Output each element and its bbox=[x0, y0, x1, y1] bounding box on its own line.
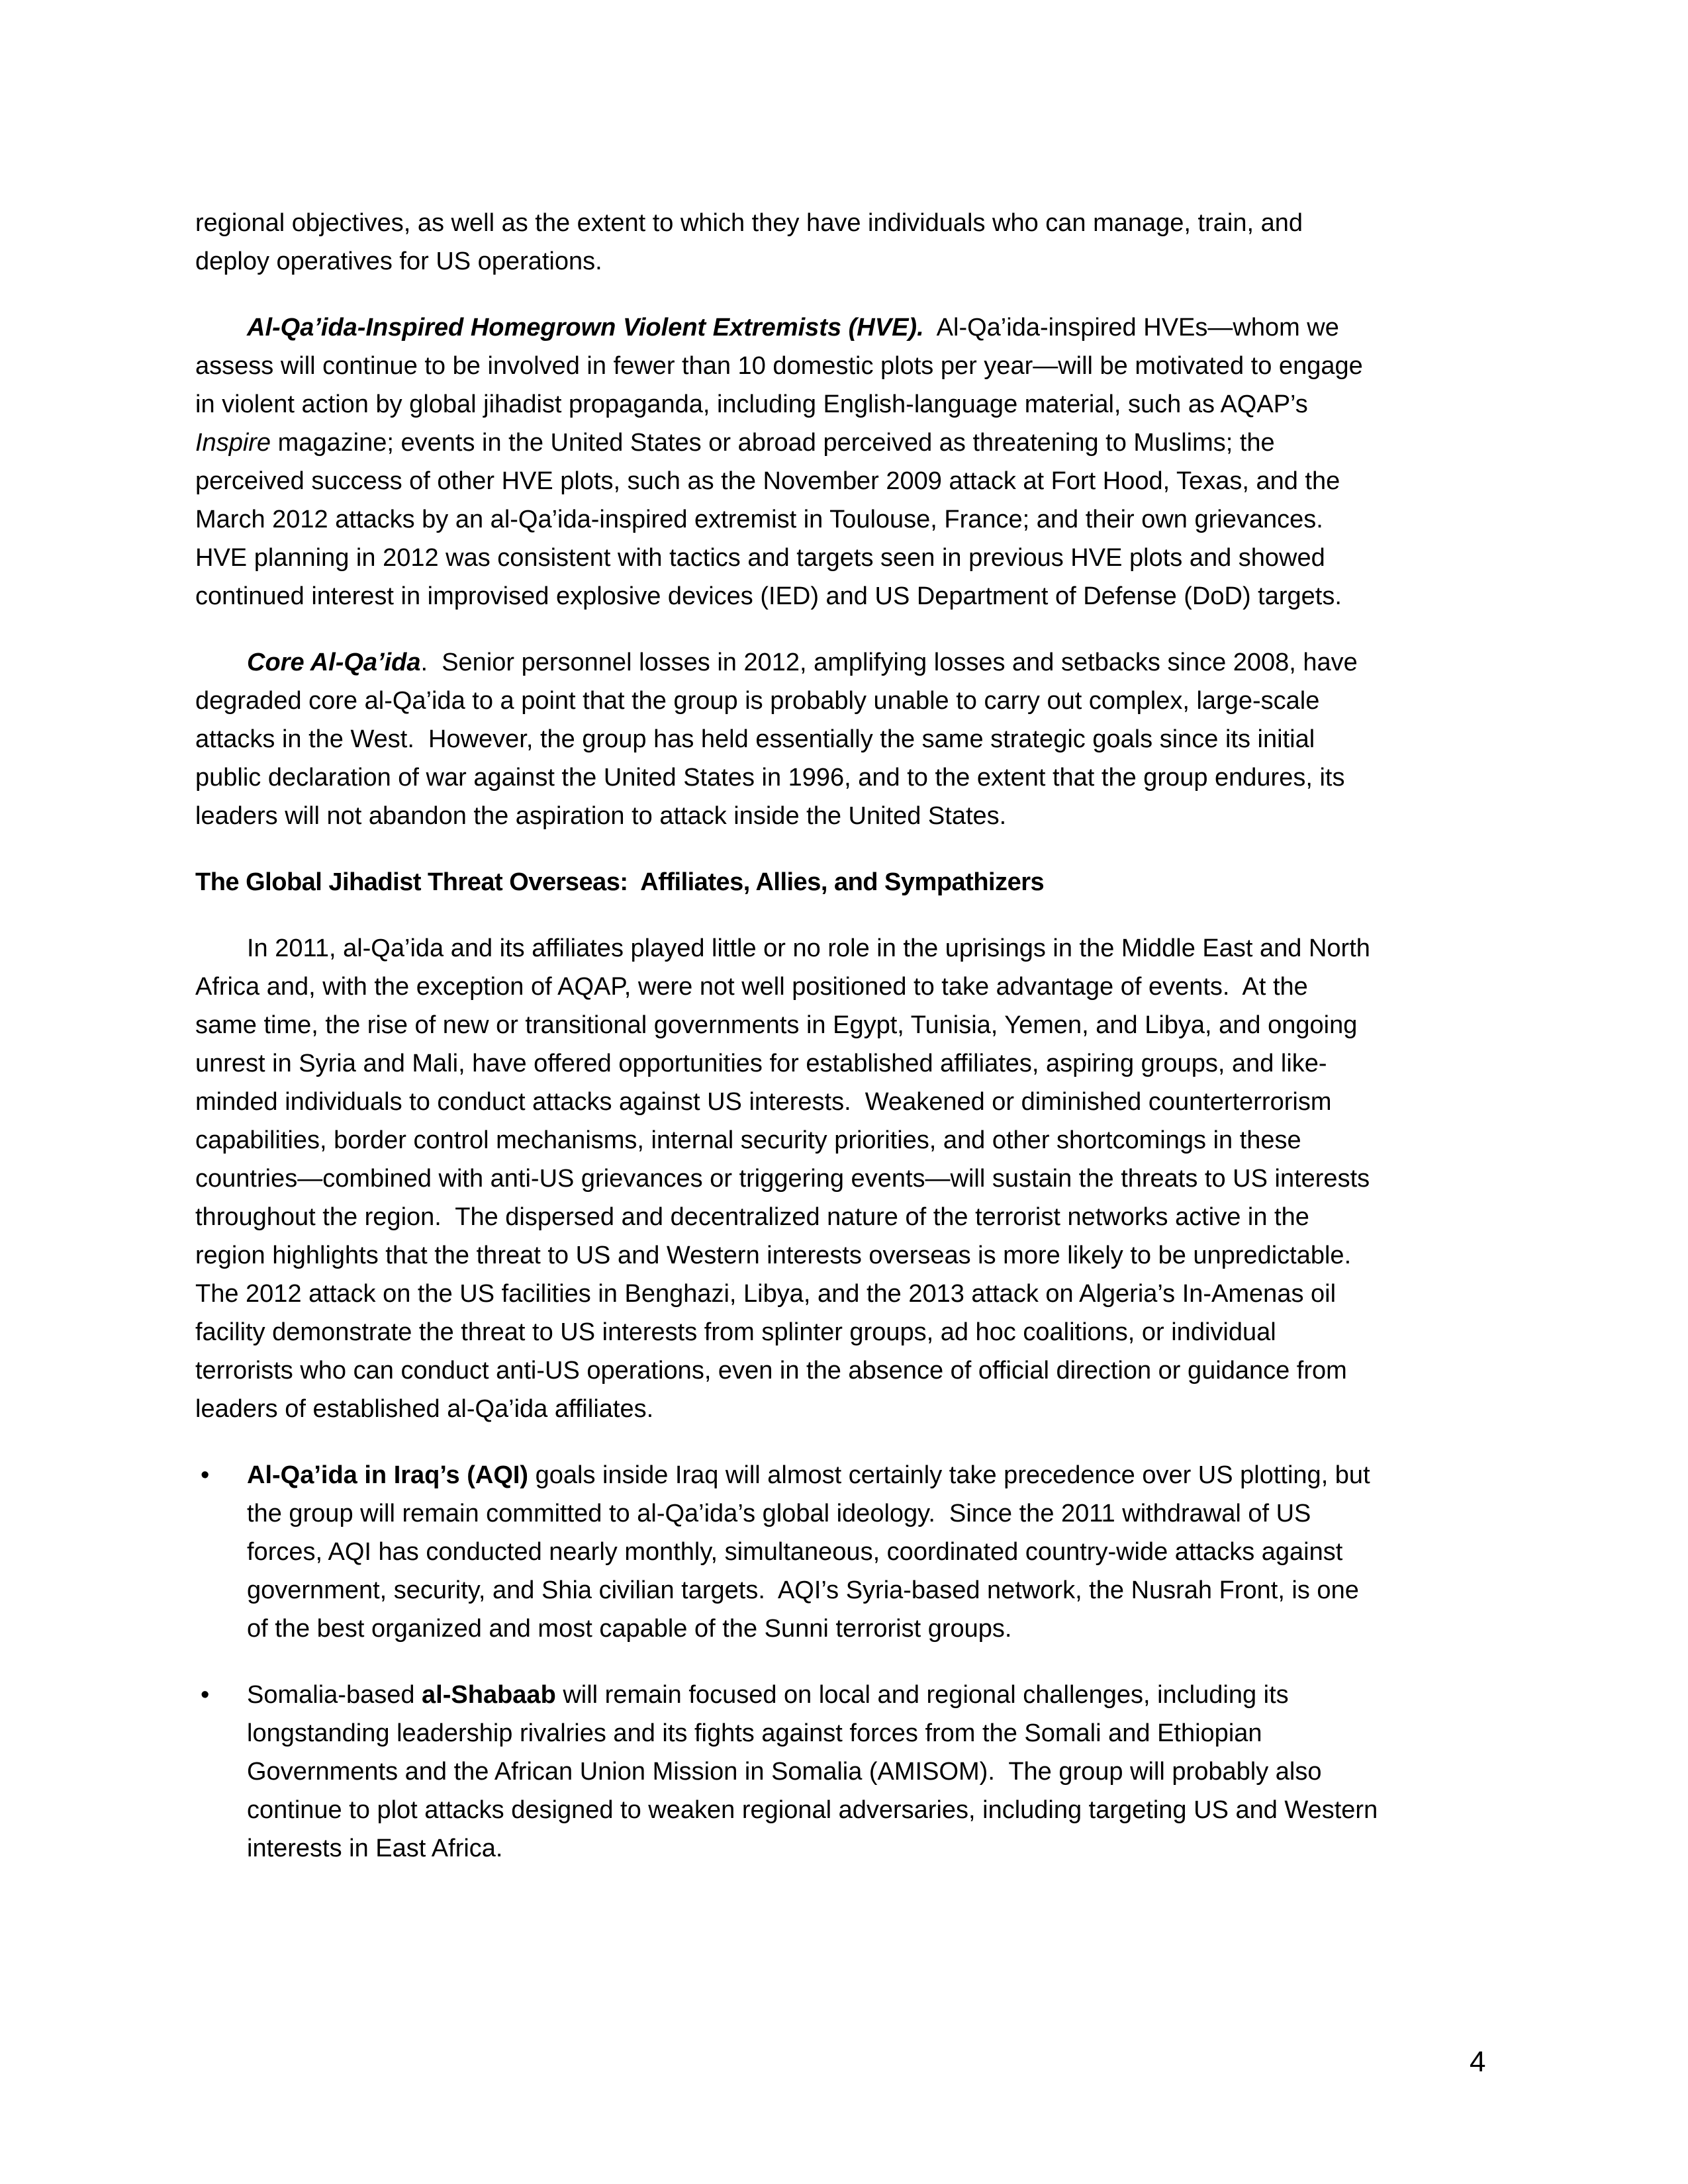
text-segment: region highlights that the threat to US and Western interests overseas is more likely to be unpredictable. bbox=[195, 1242, 1352, 1269]
text-line bbox=[195, 577, 1496, 615]
paragraph-continued-from-previous-page bbox=[195, 204, 1496, 281]
text-line bbox=[195, 1351, 1496, 1390]
text-segment: the group will remain committed to al-Qa’ida’s global ideology. Since the 2011 withdrawal of US bbox=[247, 1500, 1311, 1527]
page-number: 4 bbox=[1470, 2046, 1486, 2078]
text-segment: continued interest in improvised explosive devices (IED) and US Department of Defense (DoD) targets. bbox=[195, 582, 1342, 610]
text-segment: throughout the region. The dispersed and decentralized nature of the terrorist networks active in the bbox=[195, 1203, 1309, 1231]
paragraph-overseas-threat bbox=[195, 929, 1496, 1428]
text-line bbox=[247, 1494, 1496, 1533]
text-line bbox=[195, 797, 1496, 835]
text-segment: will remain focused on local and regional challenges, including its bbox=[555, 1681, 1289, 1709]
text-line bbox=[195, 1313, 1496, 1351]
text-segment: HVE planning in 2012 was consistent with tactics and targets seen in previous HVE plots and showed bbox=[195, 544, 1325, 572]
text-line bbox=[247, 1752, 1496, 1791]
paragraph-core-al-qaida bbox=[195, 643, 1496, 835]
text-line bbox=[195, 347, 1496, 385]
text-line bbox=[195, 204, 1496, 242]
text-line bbox=[195, 424, 1496, 462]
text-line bbox=[247, 1610, 1496, 1648]
text-line bbox=[195, 1006, 1496, 1044]
text-line bbox=[195, 643, 1496, 682]
bullet-item-aqi bbox=[195, 1456, 1496, 1648]
text-line bbox=[195, 968, 1496, 1006]
text-segment: In 2011, al-Qa’ida and its affiliates played little or no role in the uprisings in the Middle East and North bbox=[247, 934, 1370, 962]
text-segment: countries—combined with anti-US grievances or triggering events—will sustain the threats to US interests bbox=[195, 1165, 1370, 1193]
text-segment: Inspire bbox=[195, 429, 271, 457]
text-segment: attacks in the West. However, the group has held essentially the same strategic goals since its initial bbox=[195, 725, 1315, 753]
text-segment: facility demonstrate the threat to US interests from splinter groups, ad hoc coalitions, or individual bbox=[195, 1318, 1276, 1346]
text-line bbox=[247, 1714, 1496, 1752]
text-segment: magazine; events in the United States or abroad perceived as threatening to Muslims; the bbox=[271, 429, 1275, 457]
paragraph-hve bbox=[195, 308, 1496, 615]
page-body bbox=[195, 204, 1496, 1895]
text-segment: goals inside Iraq will almost certainly take precedence over US plotting, but bbox=[528, 1461, 1370, 1489]
text-line bbox=[195, 682, 1496, 720]
text-line bbox=[247, 1571, 1496, 1610]
text-segment: assess will continue to be involved in fewer than 10 domestic plots per year—will be motivated to engage bbox=[195, 352, 1363, 380]
text-segment: Al-Qa’ida-inspired HVEs—whom we bbox=[923, 314, 1339, 341]
text-segment: The Global Jihadist Threat Overseas: Affiliates, Allies, and Sympathizers bbox=[195, 868, 1045, 896]
text-segment: of the best organized and most capable of the Sunni terrorist groups. bbox=[247, 1615, 1012, 1643]
text-line bbox=[195, 308, 1496, 347]
text-segment: leaders will not abandon the aspiration to attack inside the United States. bbox=[195, 802, 1007, 830]
text-line bbox=[195, 1121, 1496, 1160]
text-line bbox=[195, 462, 1496, 500]
text-line bbox=[195, 1275, 1496, 1313]
text-line bbox=[247, 1829, 1496, 1868]
text-segment: government, security, and Shia civilian targets. AQI’s Syria-based network, the Nusrah Front, is one bbox=[247, 1576, 1359, 1604]
text-segment: capabilities, border control mechanisms, internal security priorities, and other shortcomings in these bbox=[195, 1126, 1301, 1154]
text-segment: terrorists who can conduct anti-US operations, even in the absence of official direction or guidance from bbox=[195, 1357, 1347, 1385]
text-line bbox=[195, 863, 1496, 901]
bullet-item-al-shabaab bbox=[195, 1676, 1496, 1868]
text-segment: al-Shabaab bbox=[422, 1681, 556, 1709]
text-segment: leaders of established al-Qa’ida affiliates. bbox=[195, 1395, 654, 1423]
text-segment: Governments and the African Union Mission in Somalia (AMISOM). The group will probably also bbox=[247, 1758, 1322, 1786]
text-segment: The 2012 attack on the US facilities in Benghazi, Libya, and the 2013 attack on Algeria’s In-Amenas oil bbox=[195, 1280, 1336, 1308]
bullet-icon: • bbox=[201, 1461, 210, 1489]
text-segment: . Senior personnel losses in 2012, amplifying losses and setbacks since 2008, have bbox=[420, 649, 1358, 676]
text-segment: forces, AQI has conducted nearly monthly, simultaneous, coordinated country-wide attacks against bbox=[247, 1538, 1343, 1566]
text-line bbox=[195, 1044, 1496, 1083]
text-segment: unrest in Syria and Mali, have offered opportunities for established affiliates, aspiring groups, and like- bbox=[195, 1050, 1327, 1077]
text-segment: deploy operatives for US operations. bbox=[195, 248, 602, 275]
text-segment: public declaration of war against the United States in 1996, and to the extent that the group endures, its bbox=[195, 764, 1345, 792]
text-segment: minded individuals to conduct attacks against US interests. Weakened or diminished counterterrorism bbox=[195, 1088, 1332, 1116]
text-segment: Core Al-Qa’ida bbox=[247, 649, 421, 676]
text-line bbox=[195, 758, 1496, 797]
text-segment: March 2012 attacks by an al-Qa’ida-inspired extremist in Toulouse, France; and their own grievances. bbox=[195, 506, 1323, 533]
text-line bbox=[247, 1791, 1496, 1829]
text-segment: Africa and, with the exception of AQAP, were not well positioned to take advantage of events. At the bbox=[195, 973, 1308, 1001]
text-line bbox=[195, 1390, 1496, 1428]
text-segment: degraded core al-Qa’ida to a point that the group is probably unable to carry out complex, large-scale bbox=[195, 687, 1320, 715]
text-line bbox=[195, 1236, 1496, 1275]
text-line bbox=[195, 385, 1496, 424]
text-line bbox=[195, 1160, 1496, 1198]
text-segment: interests in East Africa. bbox=[247, 1835, 503, 1862]
text-line bbox=[195, 500, 1496, 539]
bullet-icon: • bbox=[201, 1681, 210, 1709]
text-line bbox=[247, 1533, 1496, 1571]
text-segment: Al-Qa’ida-Inspired Homegrown Violent Extremists (HVE). bbox=[247, 314, 924, 341]
text-line bbox=[195, 1083, 1496, 1121]
text-segment: in violent action by global jihadist propaganda, including English-language material, such as AQAP’s bbox=[195, 390, 1308, 418]
text-line bbox=[195, 929, 1496, 968]
text-line bbox=[247, 1676, 1496, 1714]
text-segment: continue to plot attacks designed to weaken regional adversaries, including targeting US and Western bbox=[247, 1796, 1378, 1824]
text-line bbox=[195, 1198, 1496, 1236]
text-line bbox=[195, 539, 1496, 577]
text-segment: longstanding leadership rivalries and its fights against forces from the Somali and Ethiopian bbox=[247, 1719, 1262, 1747]
section-heading-global-jihadist-threat bbox=[195, 863, 1496, 901]
text-segment: same time, the rise of new or transitional governments in Egypt, Tunisia, Yemen, and Libya, and ongoing bbox=[195, 1011, 1358, 1039]
text-line bbox=[195, 720, 1496, 758]
text-segment: perceived success of other HVE plots, such as the November 2009 attack at Fort Hood, Texas, and the bbox=[195, 467, 1340, 495]
text-line bbox=[247, 1456, 1496, 1494]
text-line bbox=[195, 242, 1496, 281]
text-segment: regional objectives, as well as the extent to which they have individuals who can manage, train, and bbox=[195, 209, 1303, 237]
text-segment: Somalia-based bbox=[247, 1681, 422, 1709]
text-segment: Al-Qa’ida in Iraq’s (AQI) bbox=[247, 1461, 529, 1489]
